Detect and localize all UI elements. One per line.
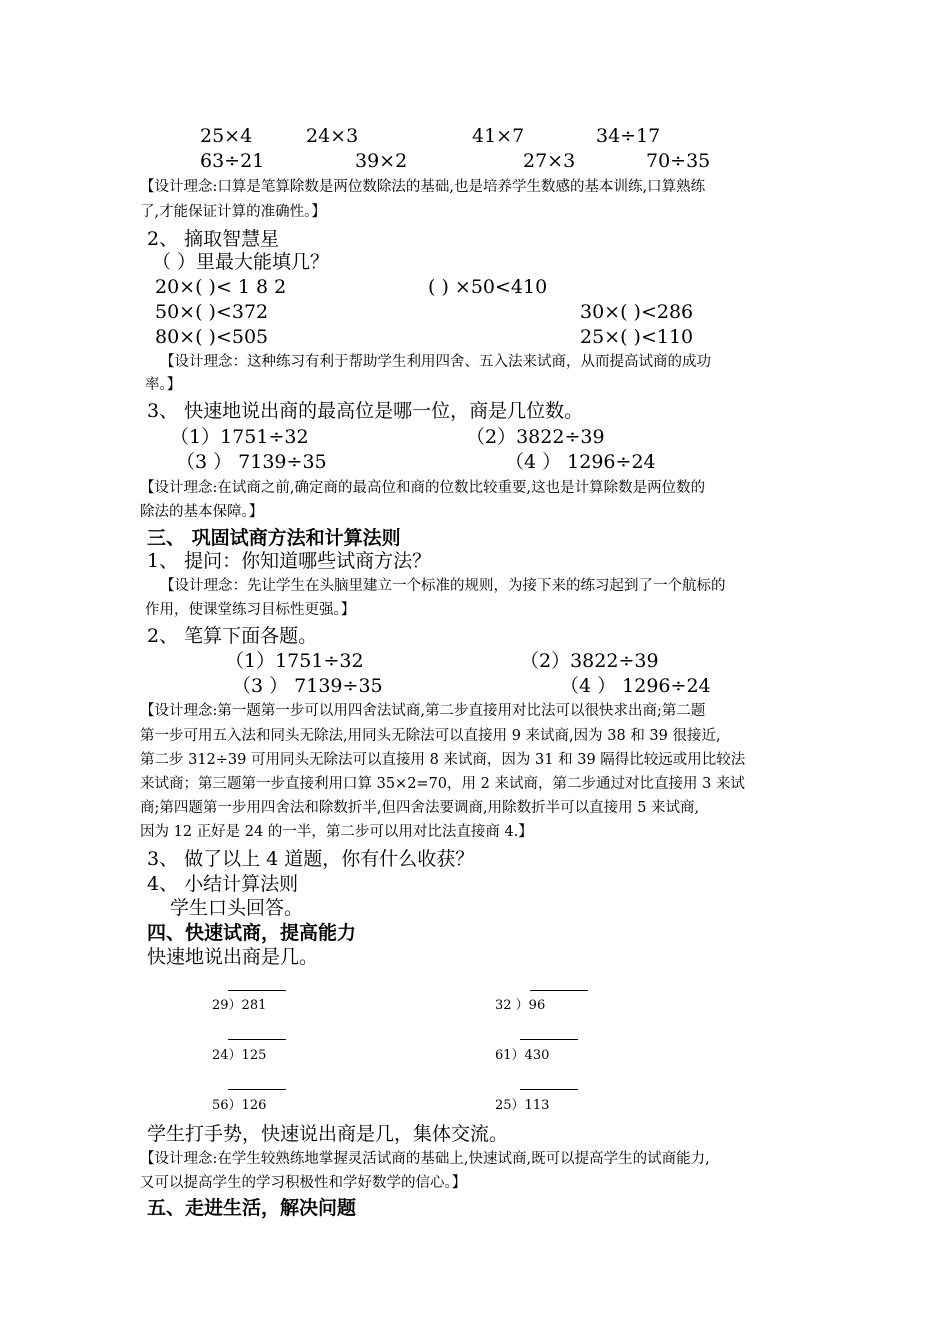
problem-item: （2）3822÷39: [466, 426, 605, 448]
division-bar: [530, 990, 588, 991]
problem-item: （2）3822÷39: [520, 650, 659, 672]
activity-text: 学生打手势，快速说出商是几，集体交流。: [147, 1123, 509, 1145]
design-note: 商;第四题第一步用四舍法和除数折半,但四舍法要调商,用除数折半可以直接用 5 来试商,: [140, 800, 700, 816]
long-division: 29）281: [212, 998, 267, 1013]
question-text: 2、 笔算下面各题。: [147, 625, 318, 647]
design-note: 除法的基本保障。】: [140, 504, 264, 520]
design-note: 第二步 312÷39 可用同头无除法可以直接用 8 来试商，因为 31 和 39 隔得比较远或用比较法: [140, 752, 746, 768]
long-division: 56）126: [212, 1098, 267, 1113]
oral-item: 63÷21: [200, 150, 265, 172]
oral-item: 25×4: [200, 125, 253, 147]
part-heading: 三、 巩固试商方法和计算法则: [147, 527, 401, 549]
oral-item: 24×3: [306, 125, 359, 147]
division-bar: [228, 1039, 286, 1040]
division-bar: [228, 1089, 286, 1090]
part-heading: 四、快速试商，提高能力: [147, 922, 357, 944]
fill-item: 80×( )<505: [155, 326, 269, 348]
long-division: 61）430: [495, 1048, 550, 1063]
long-division: 25）113: [495, 1098, 550, 1113]
question-text: 4、 小结计算法则: [147, 873, 299, 895]
prompt-text: 快速地说出商是几。: [147, 946, 319, 968]
division-bar: [520, 1089, 578, 1090]
design-note: 【设计理念:口算是笔算除数是两位数除法的基础,也是培养学生数感的基本训练,口算熟练: [140, 179, 706, 195]
question-text: 3、 做了以上 4 道题，你有什么收获？: [147, 848, 475, 870]
design-note: 作用，使课堂练习目标性更强。】: [145, 602, 356, 618]
problem-item: （3 ） 7139÷35: [176, 451, 327, 473]
fill-item: ( ) ×50<410: [428, 276, 548, 298]
design-note: 【设计理念:第一题第一步可以用四舍法试商,第二步直接用对比法可以很快求出商;第二题: [140, 703, 706, 719]
design-note: 因为 12 正好是 24 的一半，第二步可以用对比法直接商 4.】: [140, 824, 533, 840]
division-bar: [520, 1039, 578, 1040]
section-title: 3、 快速地说出商的最高位是哪一位，商是几位数。: [147, 400, 584, 422]
problem-item: （1）1751÷32: [225, 650, 364, 672]
part-heading: 五、走进生活，解决问题: [147, 1197, 357, 1219]
long-division: 32 ）96: [495, 998, 546, 1013]
oral-item: 70÷35: [646, 150, 711, 172]
design-note: 【设计理念:在试商之前,确定商的最高位和商的位数比较重要,这也是计算除数是两位数的: [140, 480, 706, 496]
design-note: 又可以提高学生的学习积极性和学好数学的信心。】: [140, 1175, 467, 1191]
problem-item: （4 ） 1296÷24: [560, 675, 711, 697]
oral-item: 41×7: [472, 125, 525, 147]
question-text: 1、 提问：你知道哪些试商方法？: [147, 550, 432, 572]
fill-item: 50×( )<372: [155, 301, 269, 323]
oral-item: 39×2: [355, 150, 408, 172]
problem-item: （3 ） 7139÷35: [232, 675, 383, 697]
design-note: 来试商；第三题第一步直接利用口算 35×2=70，用 2 来试商，第二步通过对比直接用 3 来试: [140, 776, 745, 792]
design-note: 率。】: [145, 377, 182, 393]
problem-item: （4 ） 1296÷24: [505, 451, 656, 473]
answer-text: 学生口头回答。: [170, 897, 304, 919]
design-note: 【设计理念：这种练习有利于帮助学生利用四舍、五入法来试商，从而提高试商的成功: [160, 354, 711, 370]
design-note: 第一步可用五入法和同头无除法,用同头无除法可以直接用 9 来试商,因为 38 和 39 很接近,: [140, 728, 721, 744]
division-bar: [228, 990, 286, 991]
oral-item: 34÷17: [596, 125, 661, 147]
design-note: 【设计理念：先让学生在头脑里建立一个标准的规则，为接下来的练习起到了一个航标的: [160, 578, 726, 594]
section-title: 2、 摘取智慧星: [147, 228, 280, 250]
oral-item: 27×3: [523, 150, 576, 172]
problem-item: （1）1751÷32: [170, 426, 309, 448]
long-division: 24）125: [212, 1048, 267, 1063]
fill-item: 20×( )< 1 8 2: [155, 276, 287, 298]
fill-item: 25×( )<110: [580, 326, 694, 348]
question-text: （ ）里最大能填几？: [152, 251, 330, 273]
design-note: 了,才能保证计算的准确性。】: [140, 204, 326, 220]
fill-item: 30×( )<286: [580, 301, 694, 323]
design-note: 【设计理念:在学生较熟练地掌握灵活试商的基础上,快速试商,既可以提高学生的试商能力,: [140, 1151, 710, 1167]
